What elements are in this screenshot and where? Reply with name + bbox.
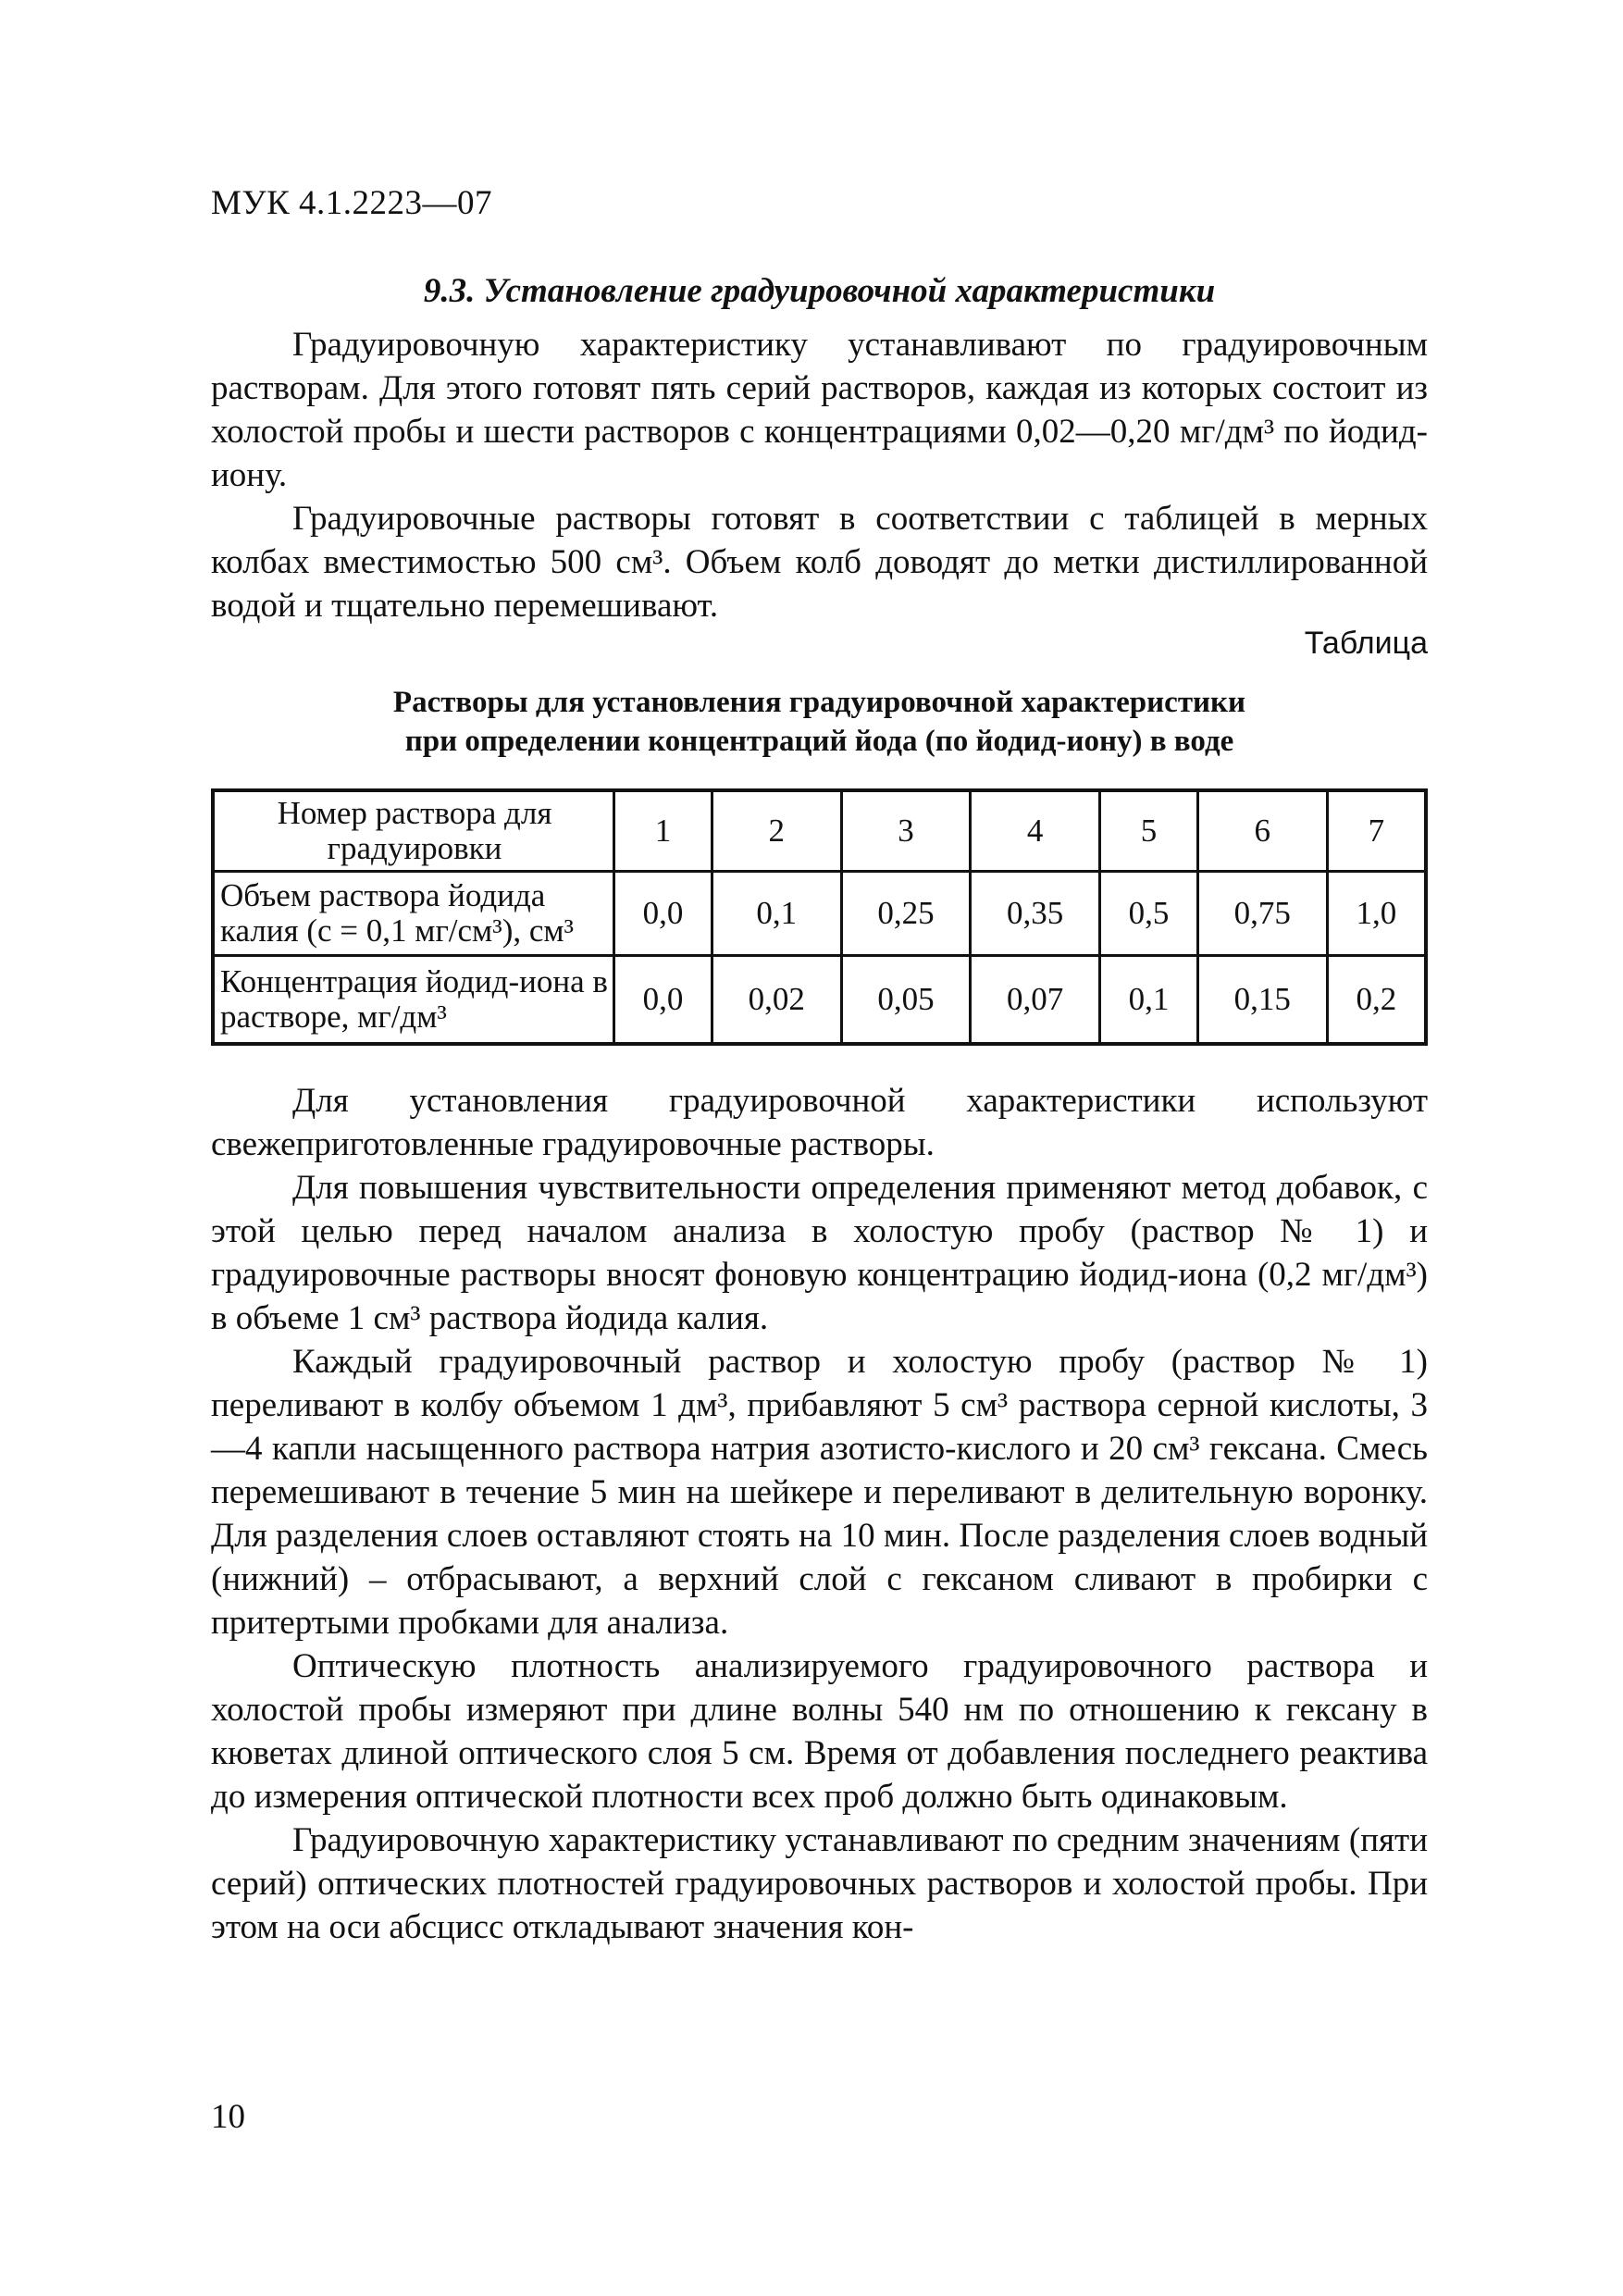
table-cell: 0,05 [841,956,971,1045]
table-row [213,790,1426,872]
table-cell: 0,1 [1100,956,1198,1045]
intro-text [211,323,1428,627]
paragraph: Градуировочную характеристику устанавливают по средним значениям (пяти серий) оптических плотностей градуировочных растворов и холостой пробы. При этом на оси абсцисс откладывают значения кон- [211,1821,1428,1946]
table-cell: 1,0 [1327,872,1426,956]
table-cell: 0,15 [1197,956,1327,1045]
table-title-line-1: Растворы для установления градуировочной характеристики [392,686,1246,719]
row-header: Номер раствора для градуировки [213,790,614,872]
table-cell: 0,07 [971,956,1100,1045]
table-cell: 0,1 [712,872,841,956]
table-cell: 7 [1327,790,1426,872]
paragraph: Каждый градуировочный раствор и холостую пробу (раствор № 1) переливают в колбу объемом 1 дм³, прибавляют 5 см³ раствора серной кислоты, 3—4 капли насыщенного раствора натрия азотисто-кислого и 20 см³ гексана. Смесь перемешивают в течение 5 мин на шейкере и переливают в делительную воронку. Для разделения слоев оставляют стоять на 10 мин. После разделения слоев водный (нижний) – отбрасывают, а верхний слой с гексаном сливают в пробирки с притертыми пробками для анализа. [211,1343,1428,1642]
table-cell: 0,25 [841,872,971,956]
document-code-header: МУК 4.1.2223—07 [211,184,493,222]
paragraph: Для повышения чувствительности определения применяют метод добавок, с этой целью перед началом анализа в холостую пробу (раствор № 1) и градуировочные растворы вносят фоновую концентрацию йодид-иона (0,2 мг/дм³) в объеме 1 см³ раствора йодида калия. [211,1169,1428,1337]
table-cell: 0,35 [971,872,1100,956]
table-row [213,956,1426,1045]
table-cell: 0,5 [1100,872,1198,956]
table-title-line-2: при определении концентраций йода (по йодид-иону) в воде [404,725,1234,758]
table-cell: 6 [1197,790,1327,872]
table-title [211,683,1428,761]
table-cell: 1 [614,790,712,872]
paragraph: Градуировочную характеристику устанавливают по градуировочным растворам. Для этого готовят пять серий растворов, каждая из которых состоит из холостой пробы и шести растворов с концентрациями 0,02—0,20 мг/дм³ по йодид-иону. [211,326,1428,494]
row-header: Объем раствора йодида калия (c = 0,1 мг/см³), см³ [213,872,614,956]
table-cell: 2 [712,790,841,872]
table-cell: 0,2 [1327,956,1426,1045]
table-label: Таблица [1304,626,1428,661]
paragraph: Оптическую плотность анализируемого градуировочного раствора и холостой пробы измеряют при длине волны 540 нм по отношению к гексану в кюветах длиной оптического слоя 5 см. Время от добавления последнего реактива до измерения оптической плотности всех проб должно быть одинаковым. [211,1647,1428,1816]
table-cell: 5 [1100,790,1198,872]
paragraph: Градуировочные растворы готовят в соответствии с таблицей в мерных колбах вместимостью 500 см³. Объем колб доводят до метки дистиллированной водой и тщательно перемешивают. [211,500,1428,625]
table-cell: 3 [841,790,971,872]
table-row [213,872,1426,956]
table-cell: 4 [971,790,1100,872]
body-text [211,1079,1428,1949]
section-title: 9.3. Установление градуировочной характеристики [423,272,1216,310]
paragraph: Для установления градуировочной характеристики используют свежеприготовленные градуировочные растворы. [211,1082,1428,1163]
table-cell: 0,0 [614,956,712,1045]
row-header: Концентрация йодид-иона в растворе, мг/дм³ [213,956,614,1045]
table-cell: 0,02 [712,956,841,1045]
page-number: 10 [211,2098,245,2136]
table-cell: 0,0 [614,872,712,956]
calibration-table [211,788,1428,1046]
table-cell: 0,75 [1197,872,1327,956]
